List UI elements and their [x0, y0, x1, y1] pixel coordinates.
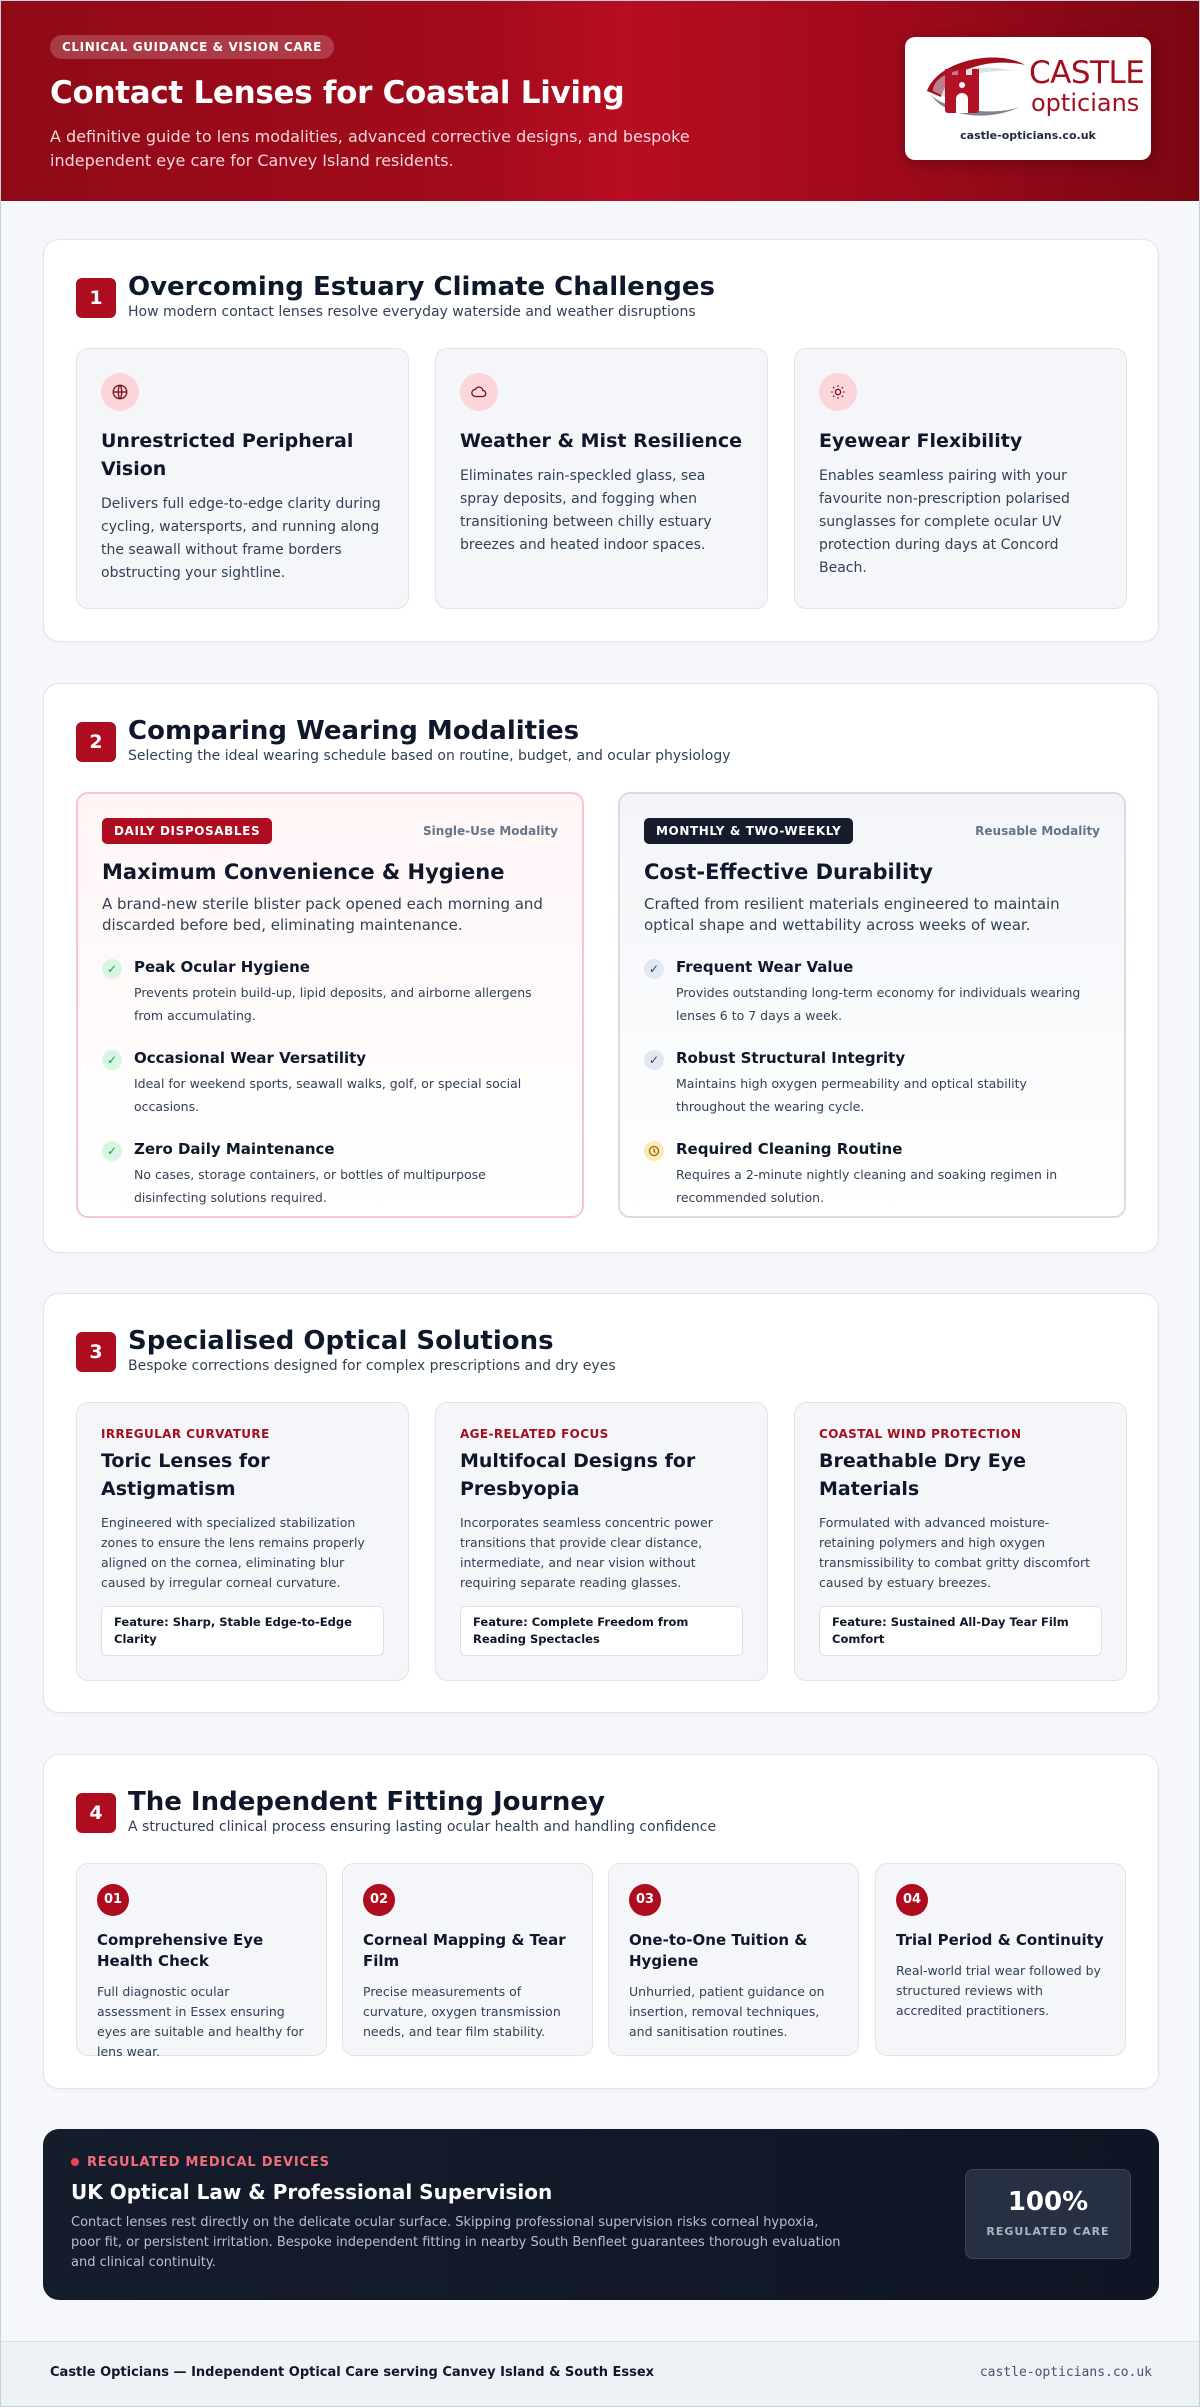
check-icon: ✓	[644, 959, 664, 979]
step-number: 01	[97, 1884, 129, 1916]
card-title: Weather & Mist Resilience	[460, 430, 743, 452]
section-subtitle: Selecting the ideal wearing schedule based on routine, budget, and ocular physiology	[128, 748, 731, 764]
solution-feature-pill: Feature: Sharp, Stable Edge-to-Edge Clarity	[101, 1606, 384, 1656]
stat-value: 100%	[1007, 2187, 1089, 2217]
feature-body: Provides outstanding long-term economy for individuals wearing lenses 6 to 7 days a week.	[676, 985, 1081, 1023]
journey-step-card	[875, 1863, 1126, 2056]
solution-kicker: COASTAL WIND PROTECTION	[819, 1427, 1022, 1441]
check-icon: ✓	[102, 959, 122, 979]
hero-subtitle: A definitive guide to lens modalities, advanced corrective designs, and bespoke independent eye care for Canvey Island residents.	[50, 127, 690, 170]
modality-tag: DAILY DISPOSABLES	[102, 818, 272, 844]
footer-tagline: Castle Opticians — Independent Optical Care serving Canvey Island & South Essex	[50, 2365, 655, 2380]
modality-description: A brand-new sterile blister pack opened each morning and discarded before bed, eliminating maintenance.	[102, 895, 543, 934]
sun-icon	[819, 373, 857, 411]
section-header	[76, 272, 1126, 322]
logo-wordmark-opticians: opticians	[1031, 89, 1140, 117]
clock-icon	[644, 1141, 664, 1161]
modality-kind: Single-Use Modality	[423, 824, 558, 838]
section-climate-challenges	[43, 239, 1159, 642]
step-title: Corneal Mapping & Tear Film	[363, 1931, 566, 1970]
card-title: Eyewear Flexibility	[819, 430, 1023, 452]
section-number-badge: 1	[76, 278, 116, 318]
modality-description: Crafted from resilient materials engineered to maintain optical shape and wettability across weeks of wear.	[644, 895, 1060, 934]
status-dot-icon	[71, 2158, 79, 2166]
page-title: Contact Lenses for Coastal Living	[50, 75, 625, 111]
step-body: Full diagnostic ocular assessment in Essex ensuring eyes are suitable and healthy for lens wear.	[97, 1984, 304, 2059]
card-body: Eliminates rain-speckled glass, sea spray deposits, and fogging when transitioning between chilly estuary breezes and heated indoor spaces.	[460, 468, 712, 553]
step-number: 04	[896, 1884, 928, 1916]
feature-item	[644, 1140, 1100, 1209]
section-subtitle: How modern contact lenses resolve everyday waterside and weather disruptions	[128, 304, 696, 320]
benefit-card-eyewear-flexibility	[794, 348, 1127, 609]
solution-card-toric	[76, 1402, 409, 1681]
check-icon: ✓	[644, 1050, 664, 1070]
modality-tag: MONTHLY & TWO-WEEKLY	[644, 818, 853, 844]
banner-title: UK Optical Law & Professional Supervision	[71, 2180, 553, 2204]
modality-kind: Reusable Modality	[975, 824, 1100, 838]
solution-card-dry-eye	[794, 1402, 1127, 1681]
section-wearing-modalities	[43, 683, 1159, 1253]
feature-title: Robust Structural Integrity	[676, 1049, 906, 1067]
feature-item	[102, 1049, 558, 1118]
solution-feature-pill: Feature: Complete Freedom from Reading Spectacles	[460, 1606, 743, 1656]
modality-card-daily	[76, 792, 584, 1218]
check-icon: ✓	[102, 1050, 122, 1070]
feature-body: Maintains high oxygen permeability and optical stability throughout the wearing cycle.	[676, 1076, 1027, 1114]
solution-feature-pill: Feature: Sustained All-Day Tear Film Comfort	[819, 1606, 1102, 1656]
regulation-banner	[43, 2129, 1159, 2300]
step-body: Unhurried, patient guidance on insertion, removal techniques, and sanitisation routines.	[629, 1984, 825, 2039]
section-title: Specialised Optical Solutions	[128, 1326, 554, 1356]
modality-title: Maximum Convenience & Hygiene	[102, 860, 505, 884]
section-subtitle: A structured clinical process ensuring lasting ocular health and handling confidence	[128, 1819, 717, 1835]
feature-item	[102, 958, 558, 1027]
section-title: The Independent Fitting Journey	[128, 1787, 605, 1817]
step-title: Trial Period & Continuity	[896, 1931, 1104, 1949]
feature-title: Occasional Wear Versatility	[134, 1049, 367, 1067]
journey-step-card	[342, 1863, 593, 2056]
solution-body: Incorporates seamless concentric power transitions that provide clear distance, intermediate, and near vision without requiring separate reading glasses.	[460, 1515, 713, 1590]
section-fitting-journey	[43, 1754, 1159, 2089]
brand-logo[interactable]	[905, 37, 1151, 160]
section-title: Comparing Wearing Modalities	[128, 716, 580, 746]
hero-badge: CLINICAL GUIDANCE & VISION CARE	[50, 35, 334, 59]
solution-title: Multifocal Designs for Presbyopia	[460, 1450, 696, 1500]
card-body: Delivers full edge-to-edge clarity during cycling, watersports, and running along the seawall without frame borders obstructing your sightline.	[101, 496, 381, 581]
step-title: One-to-One Tuition & Hygiene	[629, 1931, 808, 1970]
footer-url-link[interactable]: castle-opticians.co.uk	[979, 2365, 1152, 2380]
banner-kicker	[71, 2155, 330, 2170]
logo-wordmark-castle: CASTLE	[1029, 55, 1145, 91]
check-icon: ✓	[102, 1141, 122, 1161]
solution-title: Toric Lenses for Astigmatism	[101, 1450, 270, 1500]
modality-card-reusable	[618, 792, 1126, 1218]
modality-title: Cost-Effective Durability	[644, 860, 933, 884]
step-title: Comprehensive Eye Health Check	[97, 1931, 264, 1970]
section-header	[76, 1326, 1126, 1376]
step-number: 02	[363, 1884, 395, 1916]
solution-kicker: AGE-RELATED FOCUS	[460, 1427, 609, 1441]
hero-header	[1, 1, 1199, 201]
feature-title: Frequent Wear Value	[676, 958, 854, 976]
banner-kicker-text: REGULATED MEDICAL DEVICES	[87, 2155, 330, 2170]
castle-logo-icon	[919, 51, 1029, 123]
solution-body: Engineered with specialized stabilization zones to ensure the lens remains properly aligned on the cornea, eliminating blur caused by irregular corneal curvature.	[101, 1515, 365, 1590]
feature-body: Ideal for weekend sports, seawall walks, golf, or special social occasions.	[134, 1076, 522, 1114]
card-title: Unrestricted Peripheral Vision	[101, 430, 354, 480]
feature-item	[102, 1140, 558, 1209]
stat-label: REGULATED CARE	[986, 2225, 1110, 2238]
journey-step-card	[608, 1863, 859, 2056]
benefit-card-weather-resilience	[435, 348, 768, 609]
stat-box	[965, 2169, 1131, 2259]
cloud-icon	[460, 373, 498, 411]
step-body: Real-world trial wear followed by structured reviews with accredited practitioners.	[896, 1963, 1101, 2018]
section-header	[76, 716, 1126, 766]
logo-url: castle-opticians.co.uk	[960, 129, 1096, 142]
section-number-badge: 3	[76, 1332, 116, 1372]
solution-body: Formulated with advanced moisture-retaining polymers and high oxygen transmissibility to combat gritty discomfort caused by estuary breezes.	[819, 1515, 1091, 1590]
benefit-card-peripheral-vision	[76, 348, 409, 609]
section-specialised-solutions	[43, 1293, 1159, 1713]
feature-title: Peak Ocular Hygiene	[134, 958, 310, 976]
banner-body: Contact lenses rest directly on the delicate ocular surface. Skipping professional supervision risks corneal hypoxia, poor fit, or persistent irritation. Bespoke independent fitting in nearby South Benfleet guarantees thorough evaluation and clinical continuity.	[71, 2215, 841, 2270]
step-body: Precise measurements of curvature, oxygen transmission needs, and tear film stability.	[363, 1984, 561, 2039]
feature-body: Requires a 2-minute nightly cleaning and soaking regimen in recommended solution.	[676, 1167, 1058, 1205]
section-number-badge: 2	[76, 722, 116, 762]
journey-step-card	[76, 1863, 327, 2059]
step-number: 03	[629, 1884, 661, 1916]
section-title: Overcoming Estuary Climate Challenges	[128, 272, 715, 302]
feature-body: Prevents protein build-up, lipid deposits, and airborne allergens from accumulating.	[134, 985, 532, 1023]
feature-title: Zero Daily Maintenance	[134, 1140, 335, 1158]
solution-title: Breathable Dry Eye Materials	[819, 1450, 1026, 1500]
card-body: Enables seamless pairing with your favourite non-prescription polarised sunglasses for complete ocular UV protection during days at Concord Beach.	[819, 468, 1070, 576]
solution-kicker: IRREGULAR CURVATURE	[101, 1427, 270, 1441]
feature-item	[644, 958, 1100, 1027]
feature-item	[644, 1049, 1100, 1118]
section-header	[76, 1787, 1126, 1837]
feature-body: No cases, storage containers, or bottles of multipurpose disinfecting solutions required.	[134, 1167, 486, 1205]
section-subtitle: Bespoke corrections designed for complex prescriptions and dry eyes	[128, 1358, 616, 1374]
globe-icon	[101, 373, 139, 411]
solution-card-multifocal	[435, 1402, 768, 1681]
feature-title: Required Cleaning Routine	[676, 1140, 903, 1158]
page-footer	[1, 2341, 1200, 2407]
section-number-badge: 4	[76, 1793, 116, 1833]
